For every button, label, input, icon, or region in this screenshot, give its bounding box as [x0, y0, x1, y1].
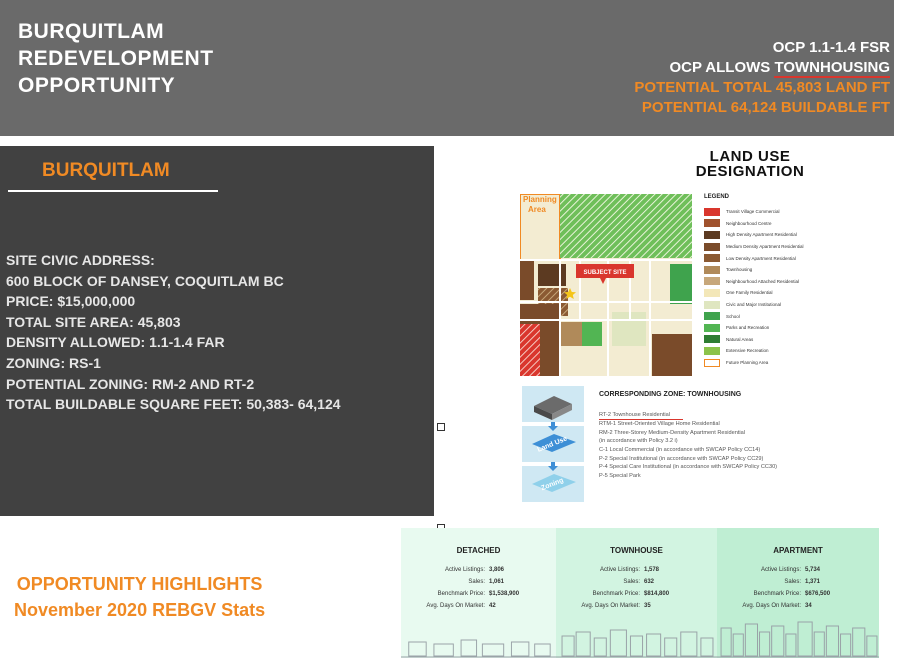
skyline-building: [853, 628, 865, 656]
map-legend: [704, 194, 894, 368]
legend-swatch: [704, 243, 720, 251]
skyline-building: [721, 628, 731, 656]
skyline-building: [867, 636, 877, 656]
skyline-building: [814, 632, 824, 656]
legend-swatch: [704, 231, 720, 239]
stats-row: [717, 591, 879, 603]
legend-swatch: [704, 301, 720, 309]
ocp-allows-text: [634, 58, 890, 78]
planning-area-label: Planning: [523, 195, 557, 204]
stats-label: Active Listings:: [760, 567, 801, 573]
site-detail-line: TOTAL BUILDABLE SQUARE FEET: 50,383- 64,124: [6, 396, 341, 413]
zoning-diagram-graphic: [520, 384, 586, 504]
legend-label: Medium Density Apartment Residential: [726, 244, 804, 250]
stats-row: [717, 603, 879, 615]
legend-swatch: [704, 347, 720, 355]
highlights-line-2: November 2020 REBGV Stats: [14, 600, 266, 620]
legend-item: [704, 218, 894, 230]
skyline-building: [576, 632, 590, 656]
stats-label: Sales:: [623, 579, 640, 585]
selection-handle[interactable]: [437, 423, 445, 431]
stats-value: 5,734: [805, 567, 821, 573]
skyline-building: [482, 644, 503, 656]
ocp-allows-term: TOWNHOUSING: [774, 59, 890, 76]
stats-label: Avg. Days On Market:: [581, 603, 640, 609]
ocp-allows-prefix: OCP ALLOWS: [669, 59, 775, 76]
legend-label: Townhousing: [726, 267, 753, 273]
zoning-diagram: [520, 384, 586, 504]
legend-item: [704, 276, 894, 288]
stats-row: [401, 603, 556, 615]
skyline-building: [562, 636, 574, 656]
site-detail-line: SITE CIVIC ADDRESS:: [6, 252, 155, 268]
stats-label: Sales:: [468, 579, 485, 585]
legend-item: [704, 264, 894, 276]
skyline-building: [745, 624, 757, 656]
stats-value: 34: [805, 603, 812, 609]
skyline-building: [841, 634, 851, 656]
zone-item: RTM-1 Street-Oriented Village Home Residential: [599, 421, 720, 428]
skyline-building: [409, 642, 426, 656]
zone-heading: [599, 391, 879, 400]
legend-swatch: [704, 254, 720, 262]
legend-items: [704, 206, 894, 368]
site-detail-line: DENSITY ALLOWED: 1.1-1.4 FAR: [6, 334, 225, 351]
stats-rows: [556, 567, 717, 615]
title-line-2: REDEVELOPMENT: [18, 47, 214, 70]
legend-label: High Density Apartment Residential: [726, 232, 797, 238]
zone-item: (in accordance with Policy 3.2 i): [599, 438, 678, 445]
stats-row: [401, 579, 556, 591]
site-detail-line: 600 BLOCK OF DANSEY, COQUITLAM BC: [6, 272, 284, 289]
zone-item: P-4 Special Care Institutional (in accordance with SWCAP Policy CC30): [599, 464, 778, 471]
skyline-building: [772, 626, 784, 656]
stats-column-title: APARTMENT: [773, 546, 823, 555]
stats-column-title: DETACHED: [456, 546, 501, 555]
skyline-building: [610, 630, 626, 656]
skyline-building: [733, 634, 743, 656]
stats-row: [556, 567, 717, 579]
stats-column-title: TOWNHOUSE: [610, 546, 663, 555]
stats-row: [717, 579, 879, 591]
legend-item: [704, 310, 894, 322]
legend-swatch: [704, 266, 720, 274]
skyline-building: [760, 632, 770, 656]
planning-area-label-2: Area: [528, 205, 546, 214]
fsr-text: OCP 1.1-1.4 FSR: [772, 39, 890, 56]
legend-label: Extensive Recreation: [726, 348, 769, 354]
skyline-illustration: [717, 620, 879, 658]
stats-label: Avg. Days On Market:: [426, 603, 485, 609]
skyline-building: [681, 632, 697, 656]
stats-column-apartment: [717, 528, 879, 658]
land-use-map: [520, 194, 692, 376]
panel-divider: [8, 190, 218, 192]
stats-label: Benchmark Price:: [753, 591, 801, 597]
legend-swatch: [704, 289, 720, 297]
zone-item: C-1 Local Commercial (in accordance with SWCAP Policy CC14): [599, 446, 761, 453]
stats-row: [401, 591, 556, 603]
site-detail-line: PRICE: $15,000,000: [6, 293, 136, 310]
legend-label: Neighbourhood Centre: [726, 220, 772, 226]
skyline-building: [665, 638, 677, 656]
legend-item: [704, 345, 894, 357]
skyline-building: [630, 636, 642, 656]
highlights-line-1: OPPORTUNITY HIGHLIGHTS: [16, 574, 263, 594]
legend-swatch: [704, 219, 720, 227]
land-ft-text: POTENTIAL TOTAL 45,803 LAND FT: [634, 79, 890, 96]
land-use-map-graphic: [520, 194, 692, 376]
skyline-building: [647, 634, 661, 656]
stats-value: 42: [489, 603, 496, 609]
panel-title: BURQUITLAM: [42, 160, 170, 181]
stats-value: $676,500: [805, 591, 831, 597]
legend-item: [704, 241, 894, 253]
stats-rows: [717, 567, 879, 615]
legend-item: [704, 252, 894, 264]
legend-swatch: [704, 359, 720, 367]
skyline-building: [535, 644, 551, 656]
stats-label: Sales:: [784, 579, 801, 585]
market-stats: [401, 528, 879, 658]
stats-row: [401, 567, 556, 579]
stats-value: 1,371: [805, 579, 821, 585]
legend-swatch: [704, 335, 720, 343]
spec-summary: [634, 38, 890, 118]
buildable-ft-text: POTENTIAL 64,124 BUILDABLE FT: [641, 99, 890, 116]
stats-value: 1,578: [644, 567, 660, 573]
legend-swatch: [704, 324, 720, 332]
zone-item: RT-2 Townhouse Residential: [599, 411, 670, 418]
legend-title: LEGEND: [704, 194, 730, 200]
skyline-illustration: [556, 620, 717, 658]
subject-site-label: SUBJECT SITE: [583, 270, 627, 276]
stats-label: Active Listings:: [444, 567, 485, 573]
legend-item: [704, 229, 894, 241]
skyline-building: [511, 642, 528, 656]
site-details: [6, 250, 341, 415]
legend-label: Transit Village Commercial: [726, 209, 780, 215]
legend-label: Natural Areas: [726, 336, 754, 342]
legend-swatch: [704, 277, 720, 285]
skyline-building: [461, 640, 477, 656]
stats-value: $814,800: [644, 591, 670, 597]
legend-item: [704, 287, 894, 299]
zone-item: P-2 Special Institutional (in accordance with SWCAP Policy CC29): [599, 455, 764, 462]
stats-label: Benchmark Price:: [437, 591, 485, 597]
skyline-building: [798, 622, 812, 656]
legend-swatch: [704, 208, 720, 216]
skyline-illustration: [401, 620, 556, 658]
skyline-building: [701, 638, 713, 656]
page-title: [18, 18, 214, 99]
stats-column-detached: [401, 528, 556, 658]
stats-value: 632: [644, 579, 655, 585]
legend-item: [704, 299, 894, 311]
stats-value: $1,538,900: [489, 591, 520, 597]
land-use-title-line-2: DESIGNATION: [695, 163, 805, 180]
legend-label: Future Planning Area: [726, 360, 769, 366]
land-use-layer-label: Land Use: [536, 435, 569, 454]
highlights-heading: [14, 571, 265, 623]
stats-label: Active Listings:: [599, 567, 640, 573]
title-line-3: OPPORTUNITY: [18, 74, 176, 97]
stats-column-townhouse: [556, 528, 717, 658]
stats-row: [717, 567, 879, 579]
skyline-building: [434, 644, 453, 656]
skyline-building: [786, 634, 796, 656]
skyline-building: [826, 626, 838, 656]
skyline-building: [594, 638, 606, 656]
legend-label: Neighbourhood Attached Residential: [726, 278, 800, 284]
zone-heading-prefix: CORRESPONDING ZONE:: [599, 391, 688, 398]
legend-item: [704, 322, 894, 334]
stats-label: Avg. Days On Market:: [742, 603, 801, 609]
site-detail-line: POTENTIAL ZONING: RM-2 AND RT-2: [6, 375, 255, 392]
land-use-title: [686, 149, 814, 179]
legend-label: Civic and Major Institutional: [726, 302, 782, 308]
site-detail-line: TOTAL SITE AREA: 45,803: [6, 313, 181, 330]
corresponding-zone: [599, 391, 879, 480]
legend-label: Parks and Recreation: [726, 325, 770, 331]
site-detail-line: ZONING: RS-1: [6, 354, 101, 371]
stats-row: [556, 579, 717, 591]
land-use-title-line-1: LAND USE: [709, 148, 791, 165]
stats-label: Benchmark Price:: [592, 591, 640, 597]
legend-swatch: [704, 312, 720, 320]
stats-value: 35: [644, 603, 651, 609]
legend-label: One Family Residential: [726, 290, 773, 296]
zoning-layer-label: Zoning: [540, 476, 565, 493]
zone-item: P-5 Special Park: [599, 472, 641, 479]
zone-item: RM-2 Three-Storey Medium-Density Apartment Residential: [599, 429, 746, 436]
legend-item: [704, 357, 894, 369]
stats-rows: [401, 567, 556, 615]
legend-label: Low Density Apartment Residential: [726, 255, 796, 261]
legend-item: [704, 206, 894, 218]
legend-label: School: [726, 313, 740, 319]
stats-value: 3,806: [489, 567, 505, 573]
title-line-1: BURQUITLAM: [18, 20, 165, 43]
stats-value: 1,061: [489, 579, 505, 585]
legend-item: [704, 334, 894, 346]
stats-row: [556, 591, 717, 603]
stats-row: [556, 603, 717, 615]
zone-heading-term: TOWNHOUSING: [687, 391, 742, 398]
